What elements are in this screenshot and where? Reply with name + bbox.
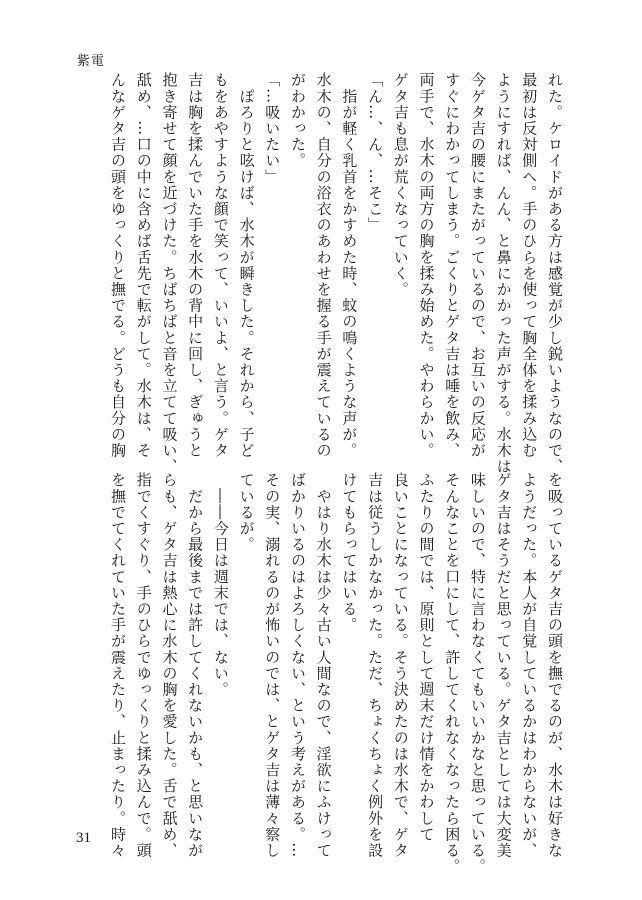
text-line: 吉は胸を揉んでいた手を水木の背中に回し、ぎゅうと xyxy=(186,72,205,459)
text-line: ようだった。本人が自覚しているかはわからないが、 xyxy=(520,472,539,859)
text-line: ているが。 xyxy=(237,472,256,553)
text-line: そんなことを口にして、許してくれなくなったら困る。 xyxy=(443,472,462,875)
text-line: ばかりいるのはよろしくない、という考えがある。… xyxy=(288,472,307,859)
text-line: その実、溺れるのが怖いのでは、とゲタ吉は薄々察し xyxy=(263,472,282,859)
text-line: 「ん…、ん、…そこ」 xyxy=(366,72,385,233)
text-line: けてもらってはいる。 xyxy=(340,472,359,633)
text-line: だから最後までは許してくれないかも、と思いなが xyxy=(186,472,205,859)
text-line: 「…吸いたい」 xyxy=(263,72,282,185)
text-line: もをあやすような顔で笑って、いいよ、と言う。ゲタ xyxy=(211,72,230,459)
text-line: 抱き寄せて顔を近づけた。ちばちばと音を立てて吸い、 xyxy=(160,72,179,475)
text-line: すぐにわかってしまう。ごくりとゲタ吉は唾を飲み、 xyxy=(443,72,462,459)
text-line: 指でくすぐり、手のひらでゆっくりと揉み込んで。頭 xyxy=(134,472,153,859)
text-line: 両手で、水木の両方の胸を揉み始めた。やわらかい。 xyxy=(417,72,436,459)
text-line: 良いことになっている。そう決めたのは水木で、ゲタ xyxy=(391,472,410,859)
text-line: がわかった。 xyxy=(288,72,307,169)
running-head-title: 紫電 xyxy=(77,54,106,69)
text-line: 水木の、自分の浴衣のあわせを握る手が震えているの xyxy=(314,72,333,459)
body-text-upper xyxy=(80,72,567,475)
text-line: 今ゲタ吉の腰にまたがっているので、お互いの反応が xyxy=(468,72,487,459)
text-line: ゲタ吉も息が荒くなっていく。 xyxy=(391,72,410,298)
text-line: んなゲタ吉の頭をゆっくりと撫でる。どうも自分の胸 xyxy=(109,72,128,459)
text-line: を吸っているゲタ吉の頭を撫でるのが、水木は好きな xyxy=(546,472,564,859)
text-line: ――今日は週末では、ない。 xyxy=(211,472,230,698)
text-line: らも、ゲタ吉は熱心に水木の胸を愛した。舌で舐め、 xyxy=(160,472,179,859)
page-number: 31 xyxy=(76,830,91,846)
body-text-lower xyxy=(109,472,567,875)
text-line: ふたりの間では、原則として週末だけ情をかわして xyxy=(417,472,436,843)
text-line: ゲタ吉はそうだと思っている。ゲタ吉としては大変美 xyxy=(494,472,513,859)
text-line: ぽろりと呟けば、水木が瞬きした。それから、子ど xyxy=(237,72,256,459)
text-line: 味しいので、特に言わなくてもいいかなと思っている。 xyxy=(468,472,487,875)
text-line: やはり水木は少々古い人間なので、淫欲にふけって xyxy=(314,472,333,859)
text-line: ようにすれば、んん、と鼻にかかった声がする。水木は xyxy=(494,72,513,475)
text-line: 舐め、…口の中に含めば舌先で転がして。水木は、そ xyxy=(134,72,153,459)
text-line: を撫でてくれていた手が震えたり、止まったり。時々 xyxy=(109,472,128,859)
text-line: れた。ケロイドがある方は感覚が少し鋭いようなので、 xyxy=(546,72,564,475)
text-line: 吉は従うしかなかった。ただ、ちょくちょく例外を設 xyxy=(366,472,385,859)
text-line: 指が軽く乳首をかすめた時、蚊の鳴くような声が。 xyxy=(340,72,359,459)
text-line: 最初は反対側へ。手のひらを使って胸全体を揉み込む xyxy=(520,72,539,459)
